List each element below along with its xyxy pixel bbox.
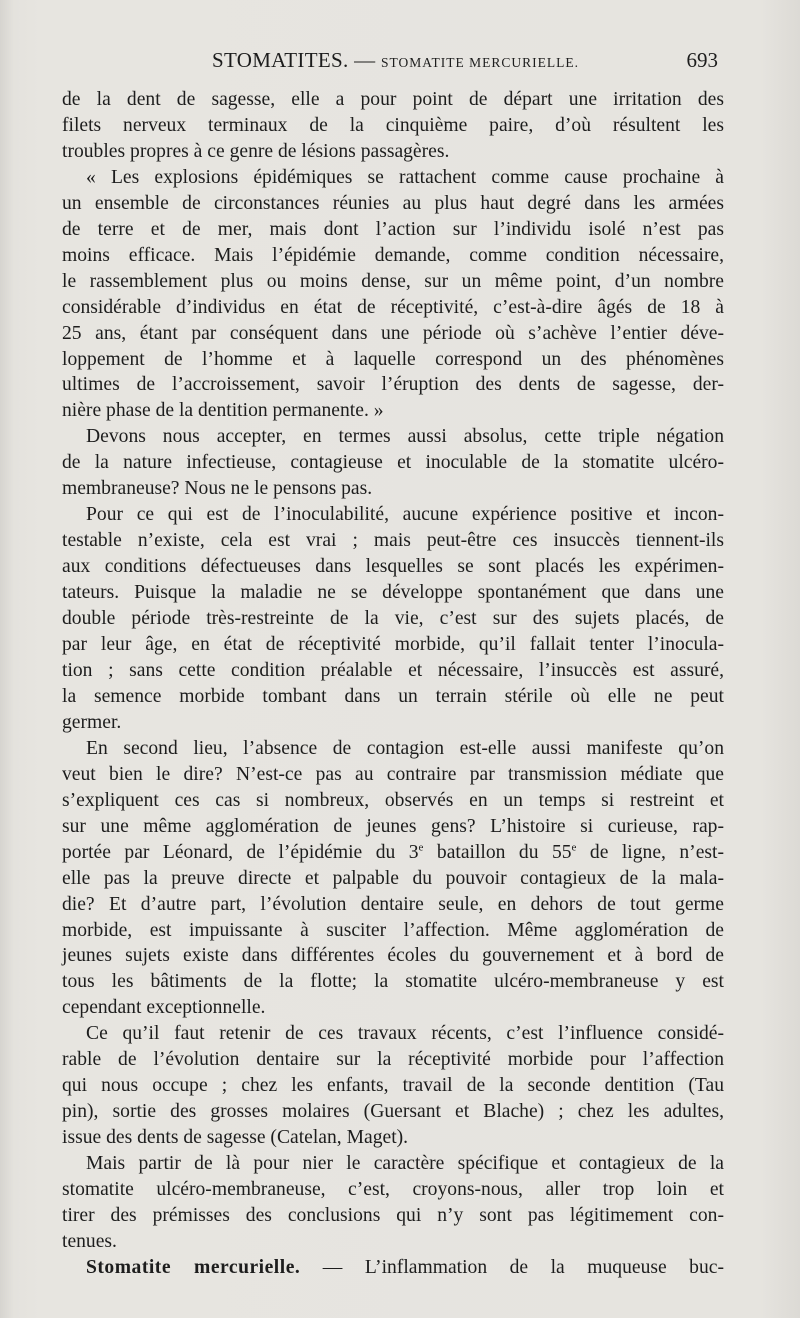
text-line: pin), sortie des grosses molaires (Guersant et Blache) ; chez les adultes, bbox=[62, 1101, 724, 1123]
text-line: moins efficace. Mais l’épidémie demande, comme condition nécessaire, bbox=[62, 244, 724, 266]
text-line: de la dent de sagesse, elle a pour point de départ une irritation des bbox=[62, 89, 724, 110]
text-line: considérable d’individus en état de réceptivité, c’est-à-dire âgés de 18 à bbox=[62, 296, 724, 318]
text-line: cependant exceptionnelle. bbox=[62, 997, 266, 1019]
text-line: par leur âge, en état de réceptivité morbide, qu’il fallait tenter l’inocula- bbox=[62, 634, 724, 656]
text-line: portée par Léonard, de l’épidémie du 3e bataillon du 55e de ligne, n’est- bbox=[62, 841, 724, 863]
text-line: le rassemblement plus ou moins dense, sur un même point, d’un nombre bbox=[62, 270, 724, 292]
running-header bbox=[62, 48, 718, 82]
text-line: Ce qu’il faut retenir de ces travaux récents, c’est l’influence considé- bbox=[86, 1023, 724, 1045]
text-line: tous les bâtiments de la flotte; la stomatite ulcéro-membraneuse y est bbox=[62, 971, 724, 993]
text-line: Devons nous accepter, en termes aussi absolus, cette triple négation bbox=[86, 426, 724, 448]
text-line: tateurs. Puisque la maladie ne se développe spontanément que dans une bbox=[62, 582, 724, 604]
text-line: tion ; sans cette condition préalable et nécessaire, l’insuccès est assuré, bbox=[62, 659, 724, 681]
text-line: la semence morbide tombant dans un terrain stérile où elle ne peut bbox=[62, 685, 724, 707]
text-line: de la nature infectieuse, contagieuse et inoculable de la stomatite ulcéro- bbox=[62, 452, 724, 474]
text-line: jeunes sujets existe dans différentes écoles du gouvernement et à bord de bbox=[62, 945, 724, 967]
running-title bbox=[212, 48, 579, 73]
text-line: Mais partir de là pour nier le caractère spécifique et contagieux de la bbox=[86, 1153, 724, 1175]
text-line: En second lieu, l’absence de contagion est-elle aussi manifeste qu’on bbox=[86, 737, 724, 759]
text-line: morbide, est impuissante à susciter l’affection. Même agglomération de bbox=[62, 919, 724, 941]
text-line: stomatite ulcéro-membraneuse, c’est, croyons-nous, aller trop loin et bbox=[62, 1179, 724, 1201]
text-line: un ensemble de circonstances réunies au plus haut degré dans les armées bbox=[62, 192, 724, 214]
section-start-line: Stomatite mercurielle. — L’inflammation de la muqueuse buc- bbox=[86, 1256, 724, 1278]
text-line: tenues. bbox=[62, 1230, 117, 1252]
text-line: germer. bbox=[62, 711, 122, 733]
text-line: nière phase de la dentition permanente. » bbox=[62, 400, 384, 422]
text-line: 25 ans, étant par conséquent dans une période où s’achève l’entier déve- bbox=[62, 322, 724, 344]
text-line: double période très-restreinte de la vie, c’est sur des sujets placés, de bbox=[62, 608, 724, 630]
text-line: die? Et d’autre part, l’évolution dentaire seule, en dehors de tout germe bbox=[62, 893, 724, 915]
text-line: Pour ce qui est de l’inoculabilité, aucune expérience positive et incon- bbox=[86, 504, 724, 526]
text-line: troubles propres à ce genre de lésions passagères. bbox=[62, 140, 450, 162]
section-heading: Stomatite mercurielle. bbox=[86, 1256, 301, 1278]
text-line: aux conditions défectueuses dans lesquelles se sont placés les expérimen- bbox=[62, 556, 724, 578]
body-text bbox=[62, 87, 724, 1281]
chapter-title: STOMATITES. bbox=[212, 48, 349, 72]
text-line: veut bien le dire? N’est-ce pas au contraire par transmission médiate que bbox=[62, 763, 724, 785]
text-line: sur une même agglomération de jeunes gens? L’histoire si curieuse, rap- bbox=[62, 815, 724, 837]
text-line: membraneuse? Nous ne le pensons pas. bbox=[62, 478, 373, 500]
text-line: tirer des prémisses des conclusions qui n’y sont pas légitimement con- bbox=[62, 1204, 724, 1226]
text-line: filets nerveux terminaux de la cinquième paire, d’où résultent les bbox=[62, 114, 724, 136]
text-line: issue des dents de sagesse (Catelan, Maget). bbox=[62, 1127, 409, 1149]
text-line: testable n’existe, cela est vrai ; mais peut-être ces insuccès tiennent-ils bbox=[62, 530, 724, 552]
text-line: elle pas la preuve directe et palpable du pouvoir contagieux de la mala- bbox=[62, 867, 724, 889]
section-subtitle: STOMATITE MERCURIELLE. bbox=[380, 55, 579, 70]
text-line: « Les explosions épidémiques se rattachent comme cause prochaine à bbox=[86, 166, 724, 188]
text-line: rable de l’évolution dentaire sur la réceptivité morbide pour l’affection bbox=[62, 1049, 724, 1071]
text-line: de terre et de mer, mais dont l’action sur l’individu isolé n’est pas bbox=[62, 218, 724, 240]
text-line: ultimes de l’accroissement, savoir l’éruption des dents de sagesse, der- bbox=[62, 374, 724, 396]
header-dash: — bbox=[354, 48, 376, 72]
text-line: s’expliquent ces cas si nombreux, observés en un temps si restreint et bbox=[62, 789, 724, 811]
text-line: loppement de l’homme et à laquelle correspond un des phénomènes bbox=[62, 348, 724, 370]
page-number: 693 bbox=[686, 48, 718, 72]
text-line: qui nous occupe ; chez les enfants, travail de la seconde dentition (Tau bbox=[62, 1075, 724, 1097]
